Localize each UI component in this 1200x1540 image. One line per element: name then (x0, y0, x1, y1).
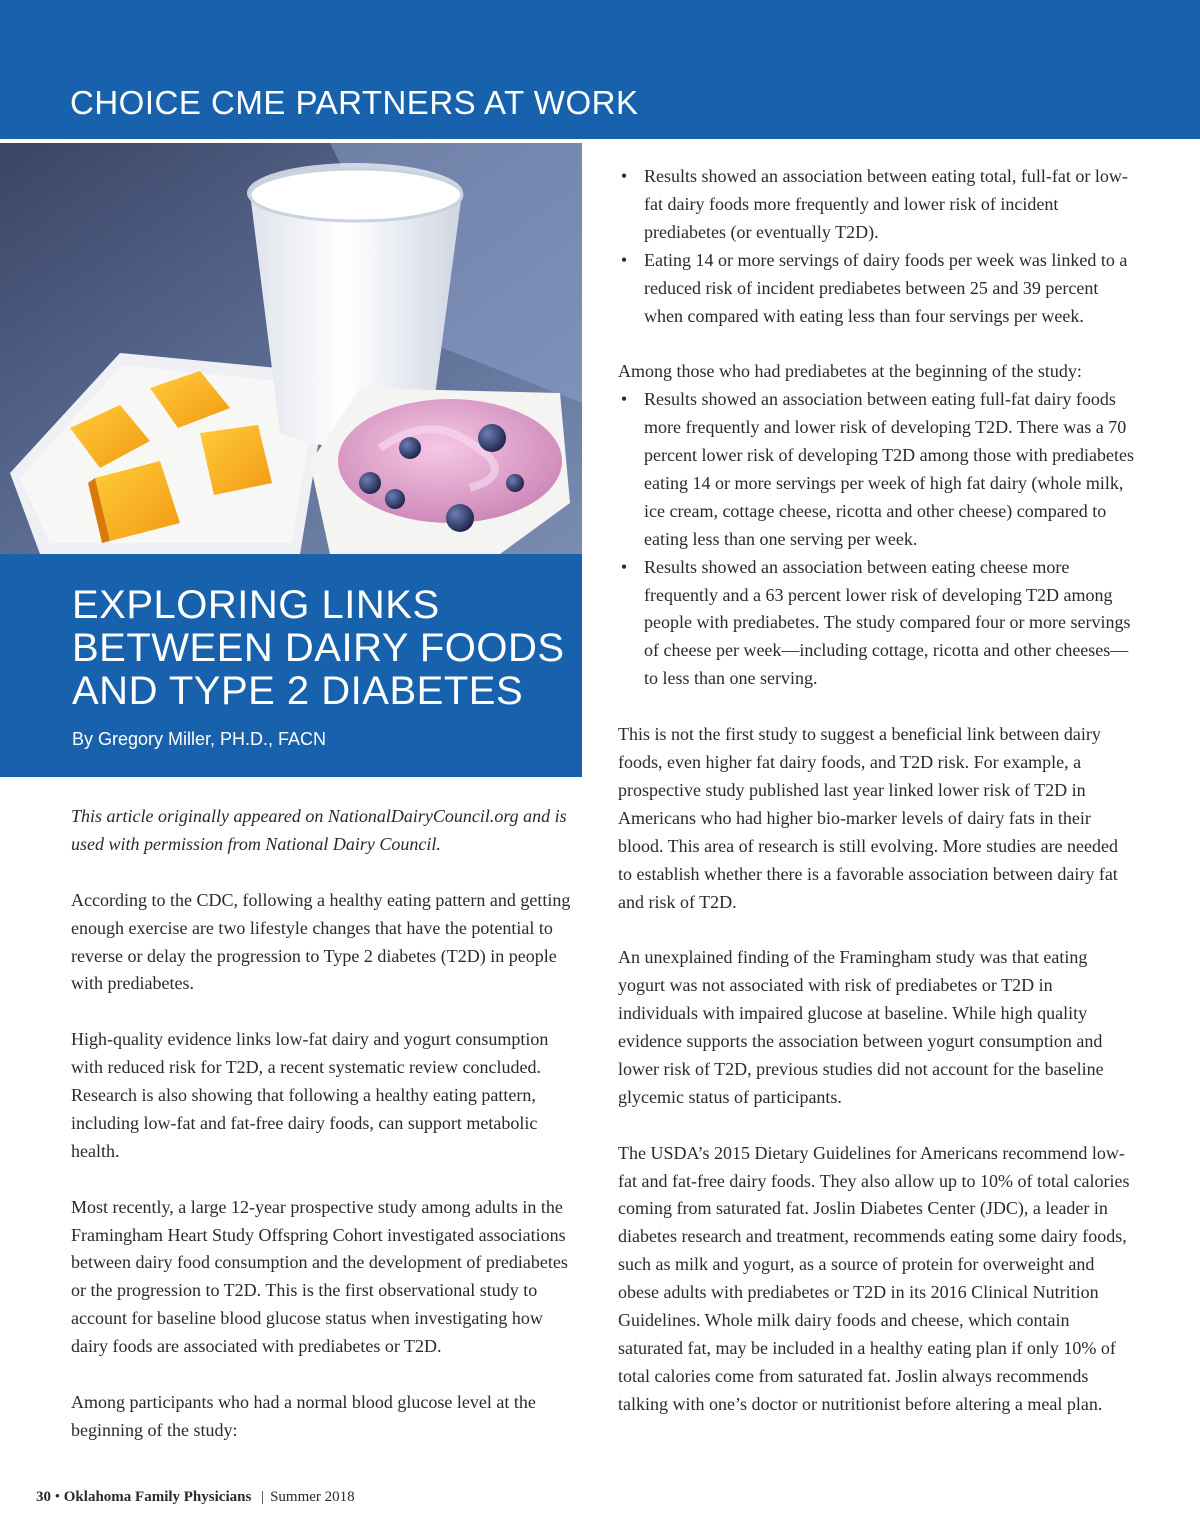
paragraph: Most recently, a large 12-year prospective study among adults in the Framingham Heart Study Offspring Cohort investigated associations between dairy food consumption and the development of prediabetes or the progression to T2D. This is the first observational study to account for baseline blood glucose status when investigating how dairy foods are associated with prediabetes or T2D. (71, 1196, 568, 1357)
paragraph: Among participants who had a normal blood glucose level at the beginning of the study: (71, 1391, 536, 1440)
paragraph: The USDA’s 2015 Dietary Guidelines for Americans recommend low-fat and fat-free dairy foods. They also allow up to 10% of total calories coming from saturated fat. Joslin Diabetes Center (JDC), a leader in diabetes research and treatment, recommends eating some dairy foods, such as milk and yogurt, as a source of protein for overweight and obese adults with prediabetes or T2D in its 2016 Clinical Nutrition Guidelines. Whole milk dairy foods and cheese, which contain saturated fat, may be included in a healthy eating plan if only 10% of total calories come from saturated fat. Joslin always recommends talking with one’s doctor or nutritionist before altering a meal plan. (618, 1142, 1130, 1414)
list-item: • Eating 14 or more servings of dairy foods per week was linked to a reduced risk of incident prediabetes between 25 and 39 percent when compared with eating less than four servings per week. (620, 249, 1128, 326)
byline: By Gregory Miller, PH.D., FACN (72, 729, 327, 749)
headline-line-2: BETWEEN DAIRY FOODS (72, 626, 565, 670)
prediabetes-bullets (618, 386, 1136, 693)
left-column (71, 803, 583, 1445)
paragraph: An unexplained finding of the Framingham study was that eating yogurt was not associated with risk of prediabetes or T2D in individuals with impaired glucose at baseline. While high quality evidence supports the association between yogurt consumption and lower risk of T2D, previous studies did not account for the baseline glycemic status of participants. (618, 947, 1104, 1107)
footer-bullet: • (54, 1489, 61, 1505)
dairy-foods-photo (0, 143, 582, 554)
headline-line-1: EXPLORING LINKS (72, 583, 440, 627)
intro-note: This article originally appeared on NationalDairyCouncil.org and is used with permission from National Dairy Council. (71, 806, 567, 854)
paragraph: According to the CDC, following a healthy eating pattern and getting enough exercise are two lifestyle changes that have the potential to reverse or delay the progression to Type 2 diabetes (T2D) in people with prediabetes. (71, 889, 571, 994)
list-item: • Results showed an association between eating cheese more frequently and a 63 percent lower risk of developing T2D among people with prediabetes. The study compared four or more servings of cheese per week—including cottage, ricotta and other cheeses—to less than one serving. (620, 556, 1131, 689)
page-number: 30 (36, 1489, 51, 1505)
normal-glucose-bullets (618, 163, 1136, 330)
prediabetes-lead: Among those who had prediabetes at the beginning of the study: (618, 361, 1082, 382)
list-item: • Results showed an association between eating total, full-fat or low-fat dairy foods more frequently and lower risk of incident prediabetes (or eventually T2D). (620, 166, 1128, 242)
headline-line-3: AND TYPE 2 DIABETES (72, 669, 524, 713)
page-footer (36, 1489, 355, 1506)
section-label: CHOICE CME PARTNERS AT WORK (70, 84, 639, 121)
issue-date: Summer 2018 (270, 1489, 355, 1505)
footer-divider: | (261, 1489, 265, 1505)
article-headline (72, 584, 572, 713)
list-item: • Results showed an association between eating full-fat dairy foods more frequently and lower risk of developing T2D. There was a 70 percent lower risk of developing T2D among those with prediabetes eating 14 or more servings per week of high fat dairy (whole milk, ice cream, cottage cheese, ricotta and other cheese) compared to eating less than one serving per week. (620, 389, 1135, 549)
paragraph: High-quality evidence links low-fat dairy and yogurt consumption with reduced risk for T2D, a recent systematic review concluded. Research is also showing that following a healthy eating pattern, including low-fat and fat-free dairy foods, can support metabolic health. (71, 1029, 549, 1161)
paragraph: This is not the first study to suggest a beneficial link between dairy foods, even higher fat dairy foods, and T2D risk. For example, a prospective study published last year linked lower risk of T2D in Americans who had higher bio-marker levels of dairy fats in their blood. This area of research is still evolving. More studies are needed to establish whether there is a favorable association between dairy fat and risk of T2D. (618, 724, 1119, 912)
right-column (618, 163, 1136, 1447)
publication-name: Oklahoma Family Physicians (63, 1489, 252, 1505)
